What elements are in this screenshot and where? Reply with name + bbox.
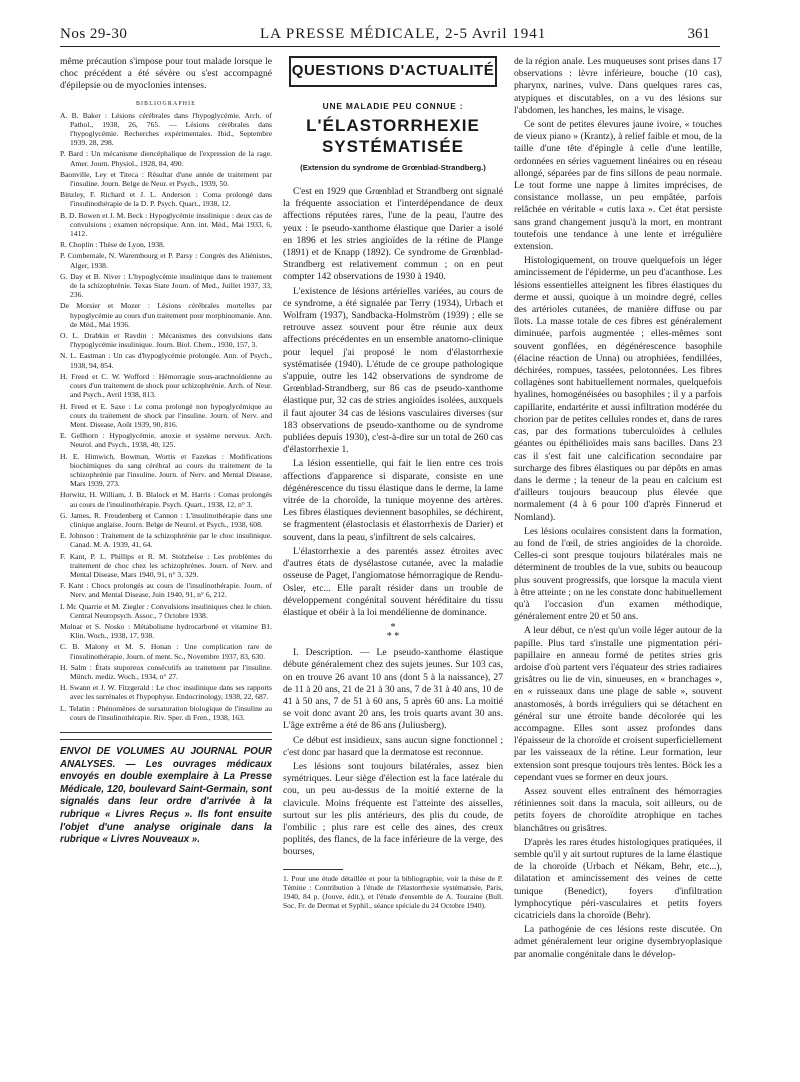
article-paragraph: L'existence de lésions artérielles variées, au cours de ce syndrome, a été signalée par Terry (1934), Urbach et Wolfram (1937), Sandbacka-Holmström (1939) ; elle se retrouve assez souvent pour être réunie aux deux affections précédentes en un ensemble anatomo-clinique pour lequel j'ai proposé le nom d'élastorrhexie systématisée (1940). L'étude de ce groupe pathologique s'appuie, outre les 142 observations de syndrome de Grœnblad-Strandberg, sur 86 cas de pseudo-xanthome élastique pur, 32 cas de stries angioïdes isolées, auxquels il faut ajouter 34 cas de lésions vasculaires diverses (sur 183 observations de pseudo-xanthome ou de syndrome publiées depuis 1930), c'est-à-dire sur un total de 260 cas d'élastorrhexie 1. — [283, 285, 503, 456]
bibliography-entry: G. James, R. Freudenberg et Cannon : L'insulinothérapie dans une clinique anglaise. Journ. Belge de Neurol. et Psych., 1938, 608. — [60, 510, 272, 529]
article-paragraph: Ce début est insidieux, sans aucun signe fonctionnel ; c'est donc par hasard que la dermatose est reconnue. — [283, 734, 503, 758]
envoi-notice: ENVOI DE VOLUMES AU JOURNAL POUR ANALYSES. — Les ouvrages médicaux envoyés en double exemplaire à La Presse Médicale, 120, boulevard Saint-Germain, sont signalés dans leur ordre d'arrivée à la rubrique « Livres Reçus ». Ils font ensuite l'objet d'une analyse originale dans la rubrique « Livres Nouveaux ». — [60, 746, 272, 846]
bibliography-entry: R. Choplin : Thèse de Lyon, 1938. — [60, 240, 165, 250]
page-number: 361 — [687, 26, 710, 42]
issue-number: Nos 29-30 — [60, 26, 128, 42]
bibliography-entry: I. Mc Quarrie et M. Ziegler : Convulsions insuliniques chez le chien. Central Neuropsych. Assoc., 7 Octobre 1938. — [60, 601, 272, 620]
article-paragraph: La lésion essentielle, qui fait le lien entre ces trois affections d'apparence si disparate, consiste en une dégénérescence du tissu élastique dans le derme, la lame vitrée de la choroïde, la tunique moyenne des artères. Les fibres élastiques deviennent basophiles, se déchirent, se fragmentent (élastoclasis et élastorrhexis de Darier) et souvent, dans la peau, s'infiltrent de sels calcaires. — [283, 458, 503, 543]
bibliography-entry: C. B. Malony et M. S. Honan : Une complication rare de l'insulinothérapie. Journ. of ment. Sc., Novembre 1937, 83, 630. — [60, 642, 272, 661]
article-paragraph: Assez souvent elles entraînent des hémorragies rétiniennes soit dans la macula, soit ailleurs, ou de petits foyers de choroïdite atrophique en taches blanchâtres ou grisâtres. — [514, 785, 722, 834]
bibliography-entry: N. L. Eastman : Un cas d'hypoglycémie prolongée. Ann. of Psych., 1938, 94, 854. — [60, 351, 272, 370]
bibliography-entry: L. Telatin : Phénomènes de sursaturation biologique de l'insuline au cours de l'insulinothérapie. Riv. Sper. di Fren., 1938, 163. — [60, 703, 272, 722]
page-header — [60, 26, 710, 46]
bibliography-entry: O. L. Drabkin et Ravdin : Mécanismes des convulsions dans l'hypoglycémie insulinique. Journ. Biol. Chem., 1930, 157, 3. — [60, 331, 272, 350]
column-right — [514, 56, 722, 963]
separator-bottom — [60, 739, 272, 740]
article-paragraph: A leur début, ce n'est qu'un voile léger autour de la papille. Plus tard s'installe une pigmentation péri-papillaire en anneau formé de petites stries gris ardoise d'où partent vers l'équateur des stries radiaires grisâtres ou lie de vin, sinueuses, en « branchages », en « ruisseaux dans une plage de sable », souvent anastomosés, à bords irréguliers qui se détachent en général sur une étroite bande décolorée qui les accompagne. Elles sont assez profondes dans l'épaisseur de la choroïde et croisent superficiellement par les vaisseaux de la rétine. Leur formation, leur extension sont presque toujours très lentes. Böck les a cependant vues se former en deux jours. — [514, 625, 722, 783]
article-paragraph: D'après les rares études histologiques pratiquées, il semble qu'il y ait surtout ruptures de la lame élastique de la choroïde (Urbach et Nékam, Behr, etc...), dilatation et amincissement des veines de cette tunique (Benedict), foyers d'infiltration lymphocytique péri-vasculaires et petits foyers cicatriciels dans la choroïde (Behr). — [514, 836, 722, 922]
bibliography-entry: H. Swann et J. W. Fitzgerald : Le choc insulinique dans ses rapports avec les surrénales et l'hypophyse. Endocrinology, 1938, 22, 687. — [60, 683, 272, 702]
article-subtitle: (Extension du syndrome de Grœnblad-Strandberg.) — [300, 163, 486, 172]
bibliography-entry: Molnar et S. Nosko : Métabolisme hydrocarboné et vitamine B1. Klin. Woch., 1938, 17, 938. — [60, 621, 272, 641]
separator-top — [60, 732, 272, 733]
bibliography-title: BIBLIOGRAPHIE — [135, 100, 197, 107]
bibliography-entry: H. Salm : États stuporeux consécutifs au traitement par l'insuline. Münch. mediz. Woch., 1934, n° 27. — [60, 662, 272, 681]
article-kicker: UNE MALADIE PEU CONNUE : — [322, 101, 464, 111]
article-paragraph: I. Description. — Le pseudo-xanthome élastique débute généralement chez des sujets jeunes. Sur 103 cas, on en trouve 26 avant 10 ans (dont 5 à la naissance), 27 de 11 à 20 ans, 21 de 21 à 30 ans, 7 de 31 à 40 ans, 10 de 41 à 50 ans, 7 de 51 à 60 ans, 5 après 60 ans. La moitié se voit donc avant 20 ans, les trois quarts avant 30 ans. L'âge extrême a été de 86 ans (Juliusberg). — [283, 647, 503, 732]
article-title: L'ÉLASTORRHEXIE SYSTÉMATISÉE — [306, 116, 480, 156]
column-center — [283, 56, 503, 910]
column-left — [60, 56, 272, 847]
bibliography-entry: E. Gellhorn : Hypoglycémie, anoxie et système nerveux. Arch. Neurol. and Psych., 1938, 40, 125. — [60, 431, 272, 450]
header-rule — [60, 46, 720, 47]
bibliography-entry: P. Combemale, N. Warembourg et P. Parsy : Congrès des Aliénistes, Alger, 1938. — [60, 251, 272, 270]
article-paragraph: La pathogénie de ces lésions reste discutée. On admet généralement leur origine dysembryoplasique par anomalie congénitale dans le dévelop- — [514, 924, 722, 960]
article-paragraph: Histologiquement, on trouve quelquefois un léger amincissement de l'épiderme, un peu d'acanthose. Les lésions essentielles atteignent les fibres élastiques du derme et aussi, quoique à un moindre degré, celles des artérioles cutanées, de manière diffuse ou par îlots. La masse totale de ces fibres est généralement diminuée, parfois augmentée ; elles-mêmes sont souvent gonflées, en dégénérescence basophile (élacine réaction de Unna) ou atrophiées, fendillées, déchirées, rompues, tassées, pelotonnées. Les fibres collagènes sont habituellement normales, quelquefois hyalines, homogénéisées ou basophiles ; il y a parfois capillarite, endartérite et aussi infiltration modérée du chorion par de petites cellules rondes et, dans de rares cas, par des formations tuberculoïdes à cellules géantes ou épithélioïdes mais sans bacilles. Dans 23 cas il s'est fait une calcification secondaire par surcharge des fibres élastiques ou par dépôts en amas dans le derme ; la teneur de la peau en calcium est d'ailleurs toujours beaucoup plus élevée que normalement (4 à 6 pour 100 d'après Finnerud et Nomland). — [514, 255, 722, 523]
bibliography-entry: P. Bard : Un mécanisme diencéphalique de l'expression de la rage. Amer. Journ. Physiol., 1928, 84, 490. — [60, 149, 272, 168]
bibliography-entry: Baonville, Ley et Titeca : Résultat d'une année de traitement par l'insuline. Journ. Belge de Neur. et Psych., 1939, 50. — [60, 169, 272, 189]
article-paragraph: de la région anale. Les muqueuses sont prises dans 17 observations : lèvre inférieure, bouche (10 cas), pharynx, narines, vulve. Dans quelques rares cas, atypiques et discutables, on a vu des lésions sur l'abdomen, les hanches, les mains, le visage. — [514, 56, 722, 116]
footnote-rule — [283, 869, 343, 870]
bibliography-entry: H. Freed et E. Saxe : Le coma prolongé non hypoglycémique au cours du traitement de shock par l'insuline. Journ. of Nerv. and Ment. Disease, Août 1939, 90, 816. — [60, 401, 272, 429]
bibliography-entry: B. D. Bowen et J. M. Beck : Hypoglycémie insulinique : deux cas de convulsions ; examen nécropsique. Ann. int. Méd., Mai 1933, 6, 1412. — [60, 210, 272, 239]
intro-paragraph: même précaution s'impose pour tout malade lorsque le choc précédent a été sévère ou s'est accompagné d'épilepsie ou de myoclonies intenses. — [60, 56, 272, 92]
article-paragraph: Ce sont de petites élevures jaune ivoire, « touches de vieux piano » (Krantz), à relief faible et mou, de la taille d'une tête d'épingle à celle d'une lentille, ordonnées en séries vaguement linéaires ou en réseau allongé, séparées par de fins sillons de peau normale. Le tout forme une nappe à limites imprécises, de consistance mollasse, un peu empâtée, parfois relâchée en véritable « cutis laxa ». Cet état persiste sans grand changement jusqu'à la mort, en montrant toutefois une tendance à une lente et irrégulière extension. — [514, 119, 722, 253]
bibliography-entry: F. Kant : Chocs prolongés au cours de l'insulinothérapie. Journ. of Nerv. and Mental Disease, Juin 1940, 91, n° 6, 212. — [60, 581, 272, 600]
section-title: QUESTIONS D'ACTUALITÉ — [291, 62, 495, 79]
journal-title: LA PRESSE MÉDICALE, 2-5 Avril 1941 — [260, 26, 547, 42]
bibliography-entry: A. B. Baker : Lésions cérébrales dans l'hypoglycémie. Arch. of Pathol., 1938, 26, 765. — Lésions cérébrales dans l'hypoglycémie. Recherches expérimentales. Ibid., Septembre 1939, 28, 298. — [60, 110, 272, 148]
article-paragraph: C'est en 1929 que Grœnblad et Strandberg ont signalé la fréquente association et l'interdépendance de deux affections réputées rares, l'une de la peau, l'autre des yeux : le pseudo-xanthome élastique que Darier a isolé en 1896 et les stries angioïdes de la rétine de Plange (1891) et de Knapp (1892). Ce syndrome de Grœnblad-Strandberg est relativement commun ; on en peut compter 142 observations de 1930 à 1940. — [283, 186, 503, 283]
bibliography-entry: Horwitz, H. William, J. B. Blalock et M. Harris : Comas prolongés au cours de l'insulinothérapie. Psych. Quart., 1938, 12, n° 3. — [60, 490, 272, 509]
bibliography-entry: H. E. Himwich, Bowman, Wortis et Fazekas : Modifications biochimiques du sang cérébral au cours du traitement de la schizophrénie par l'insuline. Journ. of Nerv. and Mental Disease, Mars 1939, 273. — [60, 451, 272, 489]
section-stars: * * * — [386, 622, 400, 643]
bibliography-entry: E. Johnson : Traitement de la schizophrénie par le choc insulinique. Canad. M. A. 1939, 41, 64. — [60, 531, 272, 550]
bibliography-entry: Binzley, F. Richard et J. L. Anderson : Coma prolongé dans l'insulinothérapie de la D. P. Psych. Quart., 1938, 12. — [60, 190, 272, 209]
bibliography-entry: F. Kant, P. L. Phillips et R. M. Stolzheise : Les problèmes du traitement de choc chez les schizophrènes. Journ. of Nerv. and Mental Disease, Mars 1940, 91, n° 3, 329. — [60, 551, 272, 579]
article-paragraph: Les lésions oculaires consistent dans la formation, au fond de l'œil, de stries angioïdes de la choroïde. Celles-ci sont presque toujours bilatérales mais ne déterminent de troubles de la vue, subits ou beaucoup plus souvent progressifs, que lorsque la macula vient à être atteinte ; on ne les constate donc habituellement qu'à l'occasion d'un examen méthodique, généralement entre 20 et 50 ans. — [514, 525, 722, 623]
article-paragraph: L'élastorrhexie a des parentés assez étroites avec d'autres états de dysélastose cutanée, avec la maladie osseuse de Paget, l'angiomatose hémorragique de Rendu-Osler, etc... Elle paraît résider dans un trouble de développement congénital souvent héréditaire du tissu élastique et obéir à la loi mendélienne de dominance. — [283, 545, 503, 618]
bibliography-entry: H. Freed et C. W. Wofford : Hémorragie sous-arachnoïdienne au cours d'un traitement de shock pour schizophrénie. Arch. of Neur. and Psych., Avril 1938, 813. — [60, 371, 272, 400]
bibliography-entry: De Morsier et Mozer : Lésions cérébrales mortelles par hypoglycémie au cours d'un traitement pour morphinomanie. Ann. de Méd., Mai 1936. — [60, 301, 272, 329]
bibliography-entry: G. Day et B. Niver : L'hypoglycémie insulinique dans le traitement de la schizophrénie. Texas State Journ. of Med., Juillet 1937, 33, 236. — [60, 271, 272, 300]
footnote: 1. Pour une étude détaillée et pour la bibliographie, voir la thèse de P. Témine : Contribution à l'étude de l'élastorrhexie systématisée, Paris, 1940, 84 p. (Jouve, édit.), et l'étude d'ensemble de A. Touraine (Bull. Soc. Fr. de Dermat et Syphil., séance spéciale du 24 Octobre 1940). — [283, 873, 503, 910]
section-box — [289, 56, 497, 87]
bibliography-list — [60, 111, 272, 722]
article-paragraph: Les lésions sont toujours bilatérales, assez bien symétriques. Leur siège d'élection est la face latérale du cou, un peu au-dessus de la moitié externe de la clavicule. Moins fréquente est l'atteinte des aisselles, surtout sur les plis antérieurs, des plis du coude, de l'ombilic ; plus rare est celle des aines, des creux poplités, des flancs, de la face inférieure de la verge, des bourses, — [283, 760, 503, 858]
